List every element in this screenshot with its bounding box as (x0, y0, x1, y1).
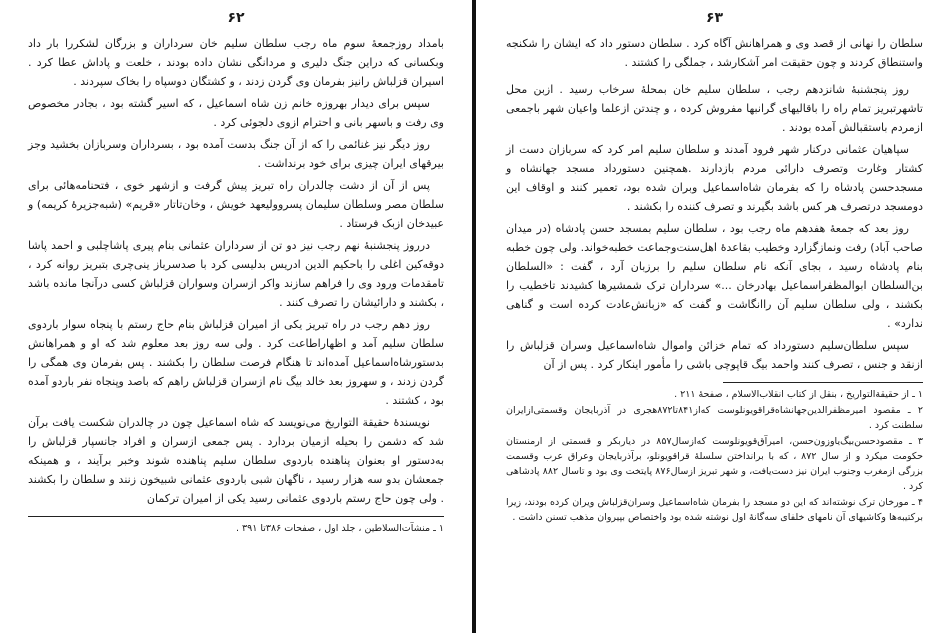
footnote: ۲ ـ مقصود امیرمظفرالدین‌جهانشاه‌قراقویونلوست که‌از۸۴۱تا۸۷۲هجری در آذربایجان وقسمتی‌ازایران سلطنت کرد . (506, 405, 924, 431)
footnote-rule (723, 382, 923, 383)
footnote: ۳ ـ مقصودحسن‌بیگ‌یاوزون‌حسن‌، امیرآق‌قویونلوست که‌از‌سال۸۵۷ در دیاربکر و قسمتی از ارمنستان حکومت میکرد و از سال ۸۷۲ ، که با برانداختن سلسلهٔ قراقویونلو، برآذربایجان وعراق عرب وقسمت بزرگی ازمغرب وجنوب ایران نیز دست‌یافت، و شهر تبریز ازسال۸۷۶ پایتخت وی بود و تاسال ۸۸۲ پادشاهی کرد . (506, 436, 923, 492)
footnote: ۴ ـ مورخان ترک نوشته‌اند که این دو مسجد را بفرمان شاه‌اسماعیل و‌سران‌قزلباش ویران کرده بودند، زیرا برکتیبه‌ها وکاشیهای آن نامهای خلفای سه‌گانهٔ اول نوشته شده بود واختصاص بپیروان مذهب تسنن داشت . (506, 497, 923, 523)
paragraph: پس از آن از دشت چالدران راه تبریز پیش گرفت و ازشهر خوی ، فتحنامه‌هائی برای سلطان مصر وسلطان سلیمان پسرووليعهد خويش ، وخان‌تاتار «قريم» (شبه‌جزيرهٔ کریمه) و عبیدخان ازبک فرستاد . (28, 179, 444, 230)
paragraph: بامداد روزجمعهٔ سوم ماه رجب سلطان سلیم خان سرداران و بزرگان لشکررا بار داد وبکسانی که دراین جنگ دلیری و مردانگی نشان داده بودند ، خلعت و پاداش عطا کرد . اسیران قزلباش رانیز بفرمان وی گردن زدند ، و کشتگان دوسپاه را بخاک سپردند . (28, 37, 444, 88)
page-number: ۶۲ (227, 10, 245, 26)
footnote-rule (28, 516, 444, 517)
left-page (0, 0, 472, 633)
footnote: ۱ ـ منشآت‌السلاطین ، جلد اول ، صفحات ۳۸۶تا ۳۹۱ . (236, 523, 444, 534)
paragraph: روز پنجشنبهٔ شانزدهم رجب ، سلطان سلیم خان بمحلهٔ سرخاب رسید . ازبن محل تاشهرتبریز تمام راه را باقالیهای گرانبها مفروش کرده ، و چندتن ازعلما واعیان شهر باجمعی ازمردم باستقبالش آمده بودند . (506, 83, 923, 134)
paragraph: سلطان را نهانی از قصد وی و همراهانش آگاه کرد . سلطان دستور داد که ایشان را شکنجه واستنطاق کردند و چون حقیقت امر آشکارشد ، جملگی را کشتند . (506, 37, 923, 69)
paragraph: روز دهم رجب در راه تبریز یکی از امیران قزلباش بنام حاج رستم با پنجاه سوار باردوی سلطان سلیم آمد و اظهاراطاعت کرد . ولی سه روز بعد معلوم شد که او و همراهانش بدستورشاه‌اسماعیل آمده‌اند تا هنگام فرصت سلطان را بکشند . پس بفرمان وی همگی را گردن زدند ، و سهروز بعد خالد بیگ نام ازسران قزلباش راهم که باصد وپنجاه نفر باردو آمده بود ، کشتند . (28, 318, 444, 407)
paragraph: سپاهیان عثمانی درکنار شهر فرود آمدند و سلطان سلیم امر کرد که سربازان دست از کشتار وغارت وتصرف دارائی مردم بازدارند .همچنین دستورداد مسجد جهانشاه و مسجدحسن پادشاه را که بفرمان شاه‌اسماعیل وبران شده بود، تعمیر کنند و اوقاف این دومسجد درتصرف هر کس باشد بگیرند و تصرف کننده را بکشند . (506, 143, 923, 213)
paragraph: نویسندهٔ حقیقة التواریخ می‌نویسد که شاه اسماعیل چون در چالدران شکست یافت برآن شد که دشمن را بحیله ازمیان بردارد . پس جمعی ازسران و افراد جانسپار قزلباش را به‌دستور او بعنوان پناهنده باردوی سلطان سلیم پناهنده شوند وخبر برآیند ، و همینکه جمعشان بدو سه هزار رسید ، ناگهان شبی باردوی عثمانی شبیخون زنند و سلطان را بکشند . ولی چون حاج رستم باردوی عثمانی رسید یکی از امیران ترکمان (28, 416, 444, 505)
paragraph: درروز پنجشنبهٔ نهم رجب نیز دو تن از سرداران عثمانی بنام پیری پاشاچلبی و احمد پاشا دوقه‌کین اغلی را باحکیم الدین ادریس بدلیسی کرد با صدسرباز ینی‌چری بتبریز روانه کرد ، تامقدمات ورود وی را فراهم سازند واکر ازسران وسواران قزلباش کسی درآنجا مانده باشد ، بکشند و دارائیشان را تصرف کنند . (28, 239, 444, 309)
paragraph: سپس سلطان‌سلیم دستورداد که تمام خزائن واموال شاه‌اسماعیل وسران قزلباش را ازنقد و جنس ، تصرف کنند واحمد بیگ قاپوچی باشی را مأمور اینکار کرد . پس از آن (506, 339, 923, 371)
right-page (476, 0, 949, 633)
paragraph: روز بعد که جمعهٔ هفدهم ماه رجب بود ، سلطان سلیم بمسجد حسن پادشاه (در میدان صاحب آباد) رفت ونمازگزارد وخطیب بقاعدهٔ اهل‌سنت‌وجماعت خطبه‌خواند. ولی چون خطبه بنام پادشاه رسید ، بجای آنکه نام سلطان سلیم را برزبان آرد ، گفت : «السلطان بن‌السلطان ابوالمظفراسماعیل بهادرخان ...» سرداران ترک شمشیرها کشیدند تاخطیب را بکشند ، ولی سلطان سلیم آن راانگاشت و گفت که «زبانش‌عادت کرده است و گناهی ندارد» . (506, 222, 923, 330)
page-number: ۶۳ (705, 10, 724, 26)
footnote: ۱ ـ از حقیقة‌التواریخ ، بنقل از کتاب انقلاب‌الاسلام ، صفحهٔ ۲۱۱ . (674, 389, 923, 400)
paragraph: روز دیگر نیز غنائمی را که از آن جنگ بدست آمده بود ، بسرداران وسربازان بخشید وجز بیرقهای ایران چیزی برای خود برنداشت . (28, 138, 444, 170)
paragraph: سپس برای دیدار بهروزه خانم زن شاه اسماعیل ، که اسیر گشته بود ، بجادر مخصوص وی رفت و باسهر بانی و احترام ازوی دلجوئی کرد . (28, 97, 444, 129)
